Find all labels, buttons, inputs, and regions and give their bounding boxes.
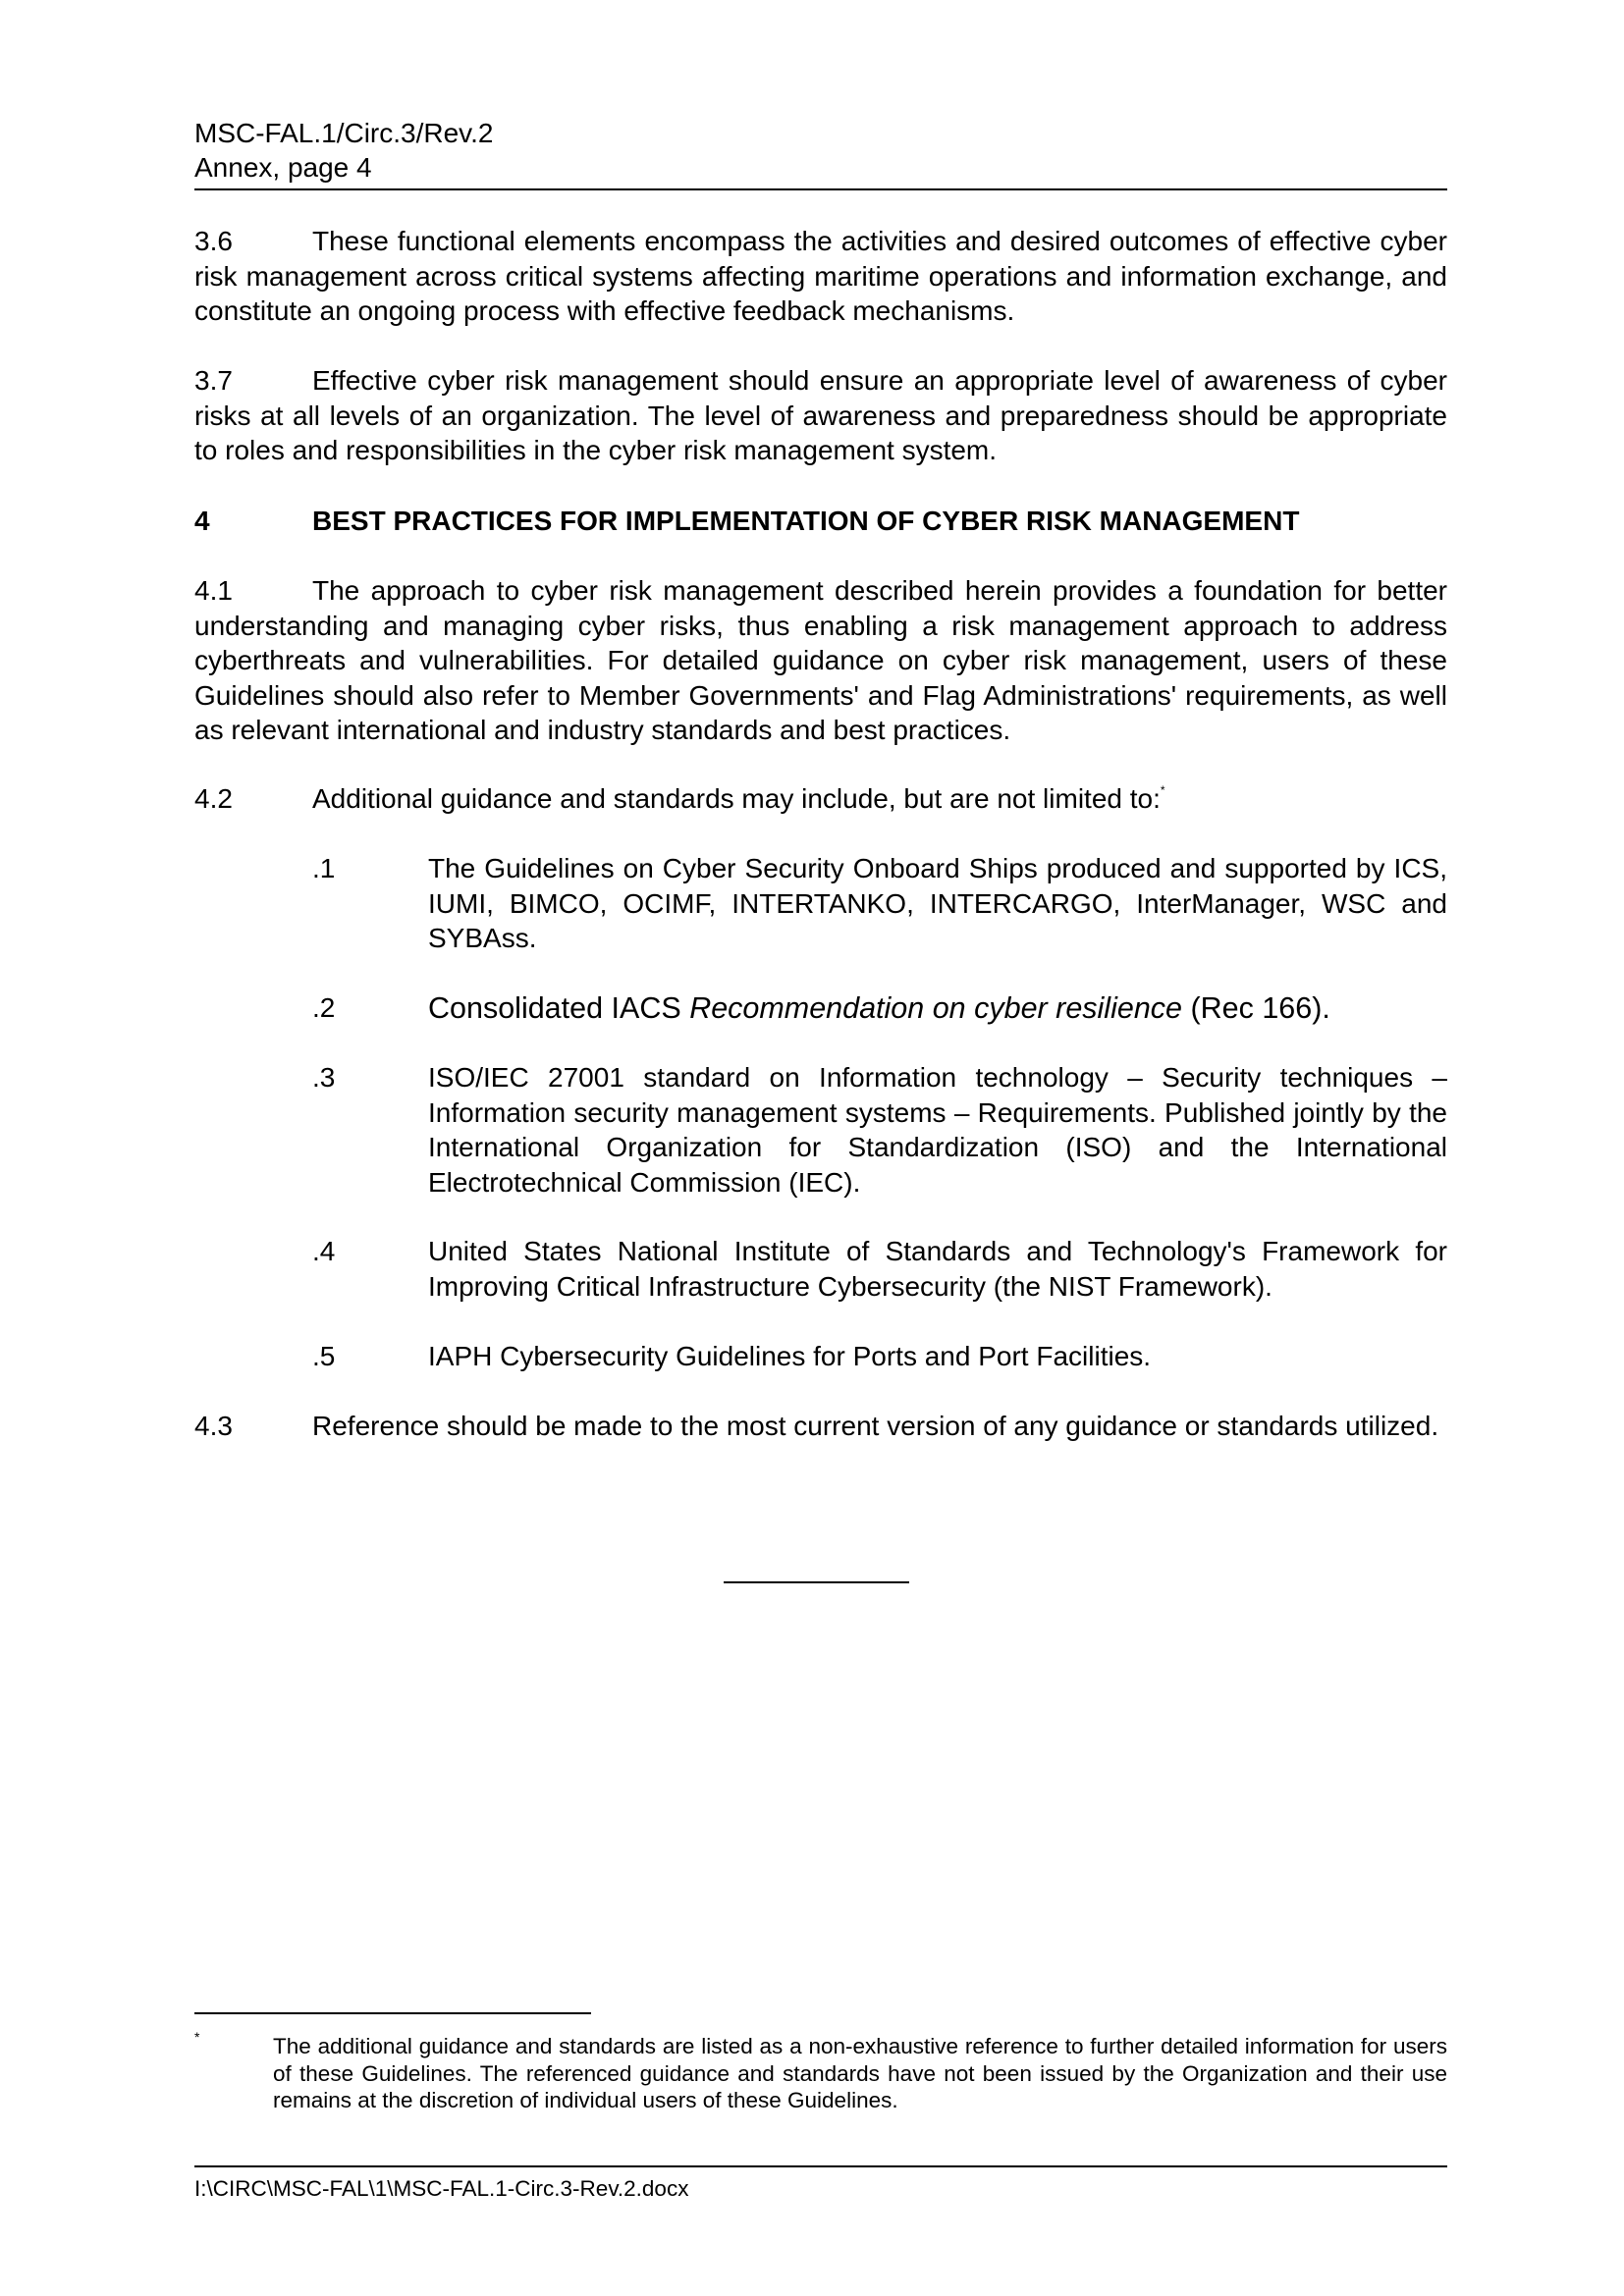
list-item [312, 990, 1447, 1026]
paragraph-text: The approach to cyber risk management described herein provides a foundation for better understanding and managing cyber risks, thus enabling a risk management approach to address cyberthreats and vulnerabilities. For detailed guidance on cyber risk management, users of these Guidelines should also refer to Member Governments' and Flag Administrations' requirements, as well as relevant international and industry standards and best practices. [194, 575, 1447, 745]
list-item-number: .2 [312, 992, 336, 1023]
list-item-text: IAPH Cybersecurity Guidelines for Ports and Port Facilities. [428, 1341, 1152, 1371]
paragraph-text: Additional guidance and standards may include, but are not limited to: [312, 783, 1161, 814]
footnote-text: The additional guidance and standards are listed as a non-exhaustive reference to further detailed information for users of these Guidelines. The referenced guidance and standards have not been issued by the Organization and their use remains at the discretion of individual users of these Guidelines. [273, 2034, 1447, 2112]
list-item [312, 851, 1447, 956]
paragraph-4-2 [194, 781, 1447, 817]
paragraph-text: Effective cyber risk management should ensure an appropriate level of awareness of cyber risks at all levels of an organization. The level of awareness and preparedness should be appropriate to roles and responsibilities in the cyber risk management system. [194, 365, 1447, 465]
list-item-text: ISO/IEC 27001 standard on Information technology – Security techniques – Information security management systems – Requirements. Published jointly by the International Organization for Standardization (ISO) and the International Electrotechnical Commission (IEC). [428, 1062, 1447, 1198]
list-item-number: .1 [312, 853, 336, 883]
page-header [194, 116, 1447, 190]
end-of-text-rule [724, 1581, 909, 1583]
page-footer [194, 2165, 1447, 2203]
section-title: BEST PRACTICES FOR IMPLEMENTATION OF CYBER RISK MANAGEMENT [312, 506, 1300, 536]
paragraph-number: 3.7 [194, 365, 233, 396]
paragraph-number: 4.2 [194, 783, 233, 814]
list-item-number: .5 [312, 1341, 336, 1371]
paragraph-4-1 [194, 573, 1447, 748]
paragraph-4-3 [194, 1409, 1447, 1444]
footnote-separator [194, 2012, 591, 2014]
list-item [312, 1339, 1447, 1374]
paragraph-text: Reference should be made to the most current version of any guidance or standards utilized. [312, 1411, 1439, 1441]
paragraph-number: 4.1 [194, 575, 233, 606]
document-symbol: MSC-FAL.1/Circ.3/Rev.2 [194, 118, 494, 148]
section-heading-4 [194, 504, 1447, 538]
list-item [312, 1234, 1447, 1304]
list-item [312, 1060, 1447, 1200]
paragraph-3-6 [194, 224, 1447, 329]
paragraph-number: 4.3 [194, 1411, 233, 1441]
file-path: I:\CIRC\MSC-FAL\1\MSC-FAL.1-Circ.3-Rev.2.docx [194, 2176, 689, 2201]
page-indicator: Annex, page 4 [194, 152, 372, 183]
list-item-text: The Guidelines on Cyber Security Onboard Ships produced and supported by ICS, IUMI, BIMCO, OCIMF, INTERTANKO, INTERCARGO, InterManager, WSC and SYBAss. [428, 853, 1447, 953]
recommendation-title: Recommendation on cyber resilience [689, 991, 1182, 1025]
footnote-mark: * [194, 2029, 200, 2045]
list-item-text: Consolidated IACS Recommendation on cyber resilience (Rec 166). [428, 991, 1330, 1025]
list-item-text: United States National Institute of Standards and Technology's Framework for Improving Critical Infrastructure Cybersecurity (the NIST Framework). [428, 1236, 1447, 1302]
list-item-number: .4 [312, 1236, 336, 1266]
paragraph-3-7 [194, 363, 1447, 468]
section-number: 4 [194, 506, 210, 536]
paragraph-text: These functional elements encompass the activities and desired outcomes of effective cyber risk management across critical systems affecting maritime operations and information exchange, and constitute an ongoing process with effective feedback mechanisms. [194, 226, 1447, 326]
list-item-number: .3 [312, 1062, 336, 1093]
footnote-reference: * [1160, 783, 1165, 797]
paragraph-number: 3.6 [194, 226, 233, 256]
